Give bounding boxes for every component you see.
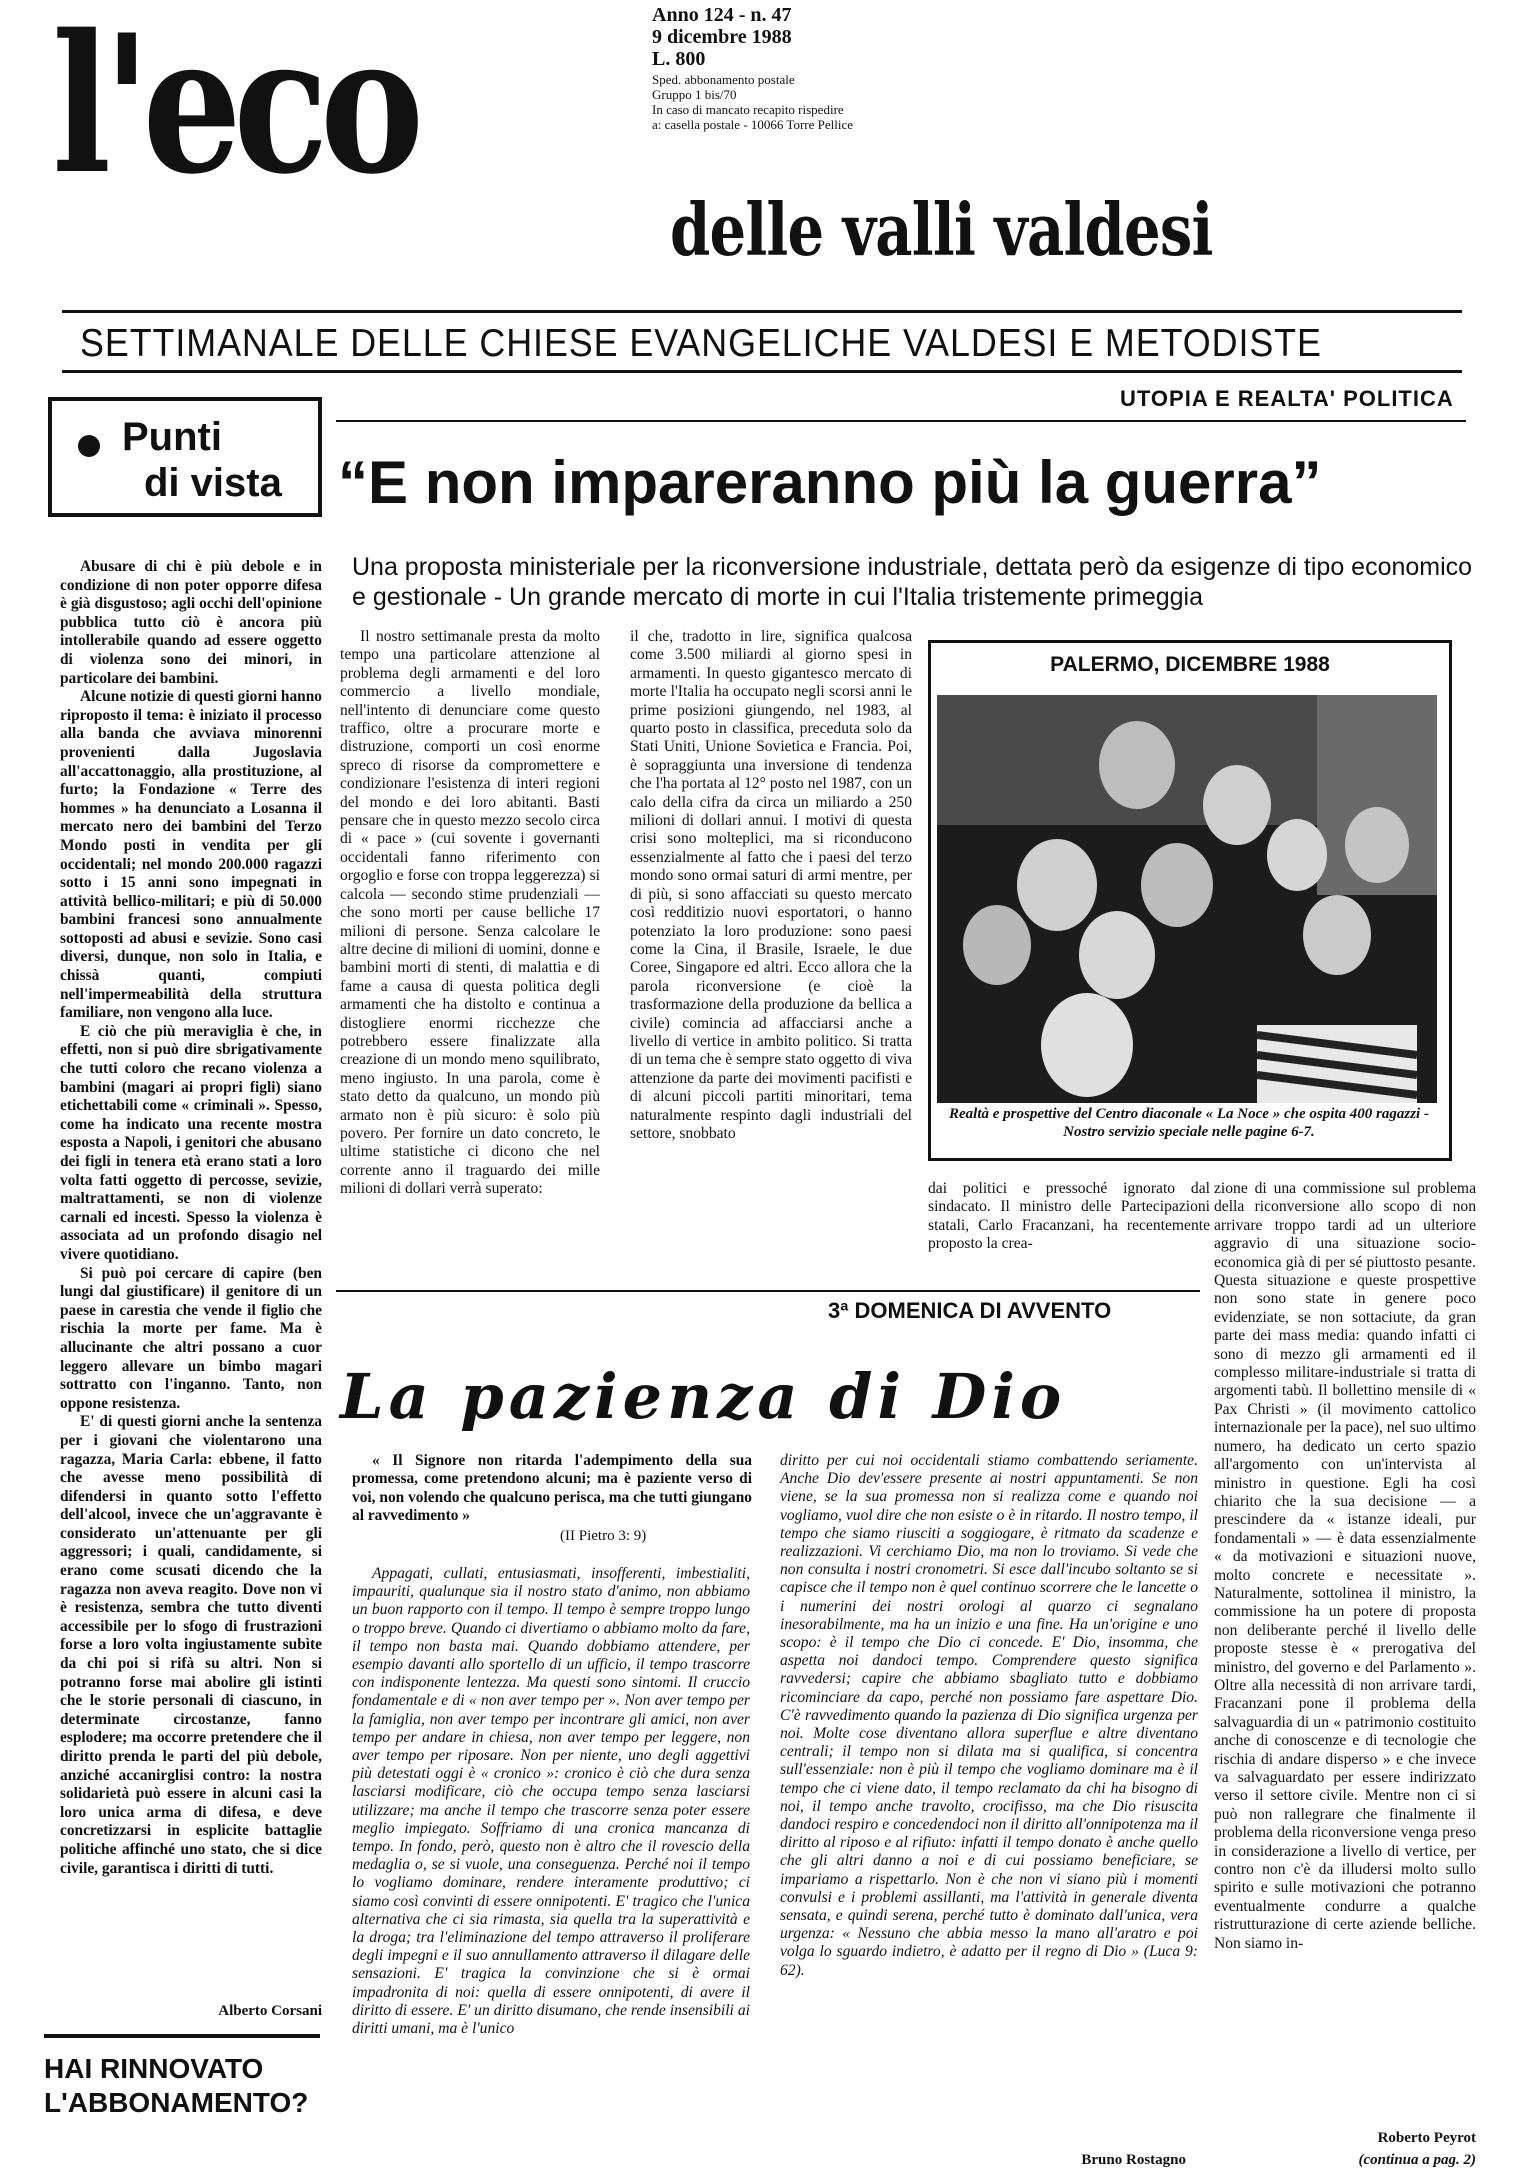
issue-info (652, 4, 1072, 132)
abbonamento-line-1: HAI RINNOVATO (44, 2053, 264, 2084)
tagline: SETTIMANALE DELLE CHIESE EVANGELICHE VALDESI E METODISTE (80, 322, 1322, 365)
box-line-1: Punti (122, 415, 222, 459)
author-peyrot: Roberto Peyrot (1377, 2130, 1476, 2146)
postal-line: Sped. abbonamento postale (652, 72, 795, 87)
paragraph: il che, tradotto in lire, significa qualcosa come 3.500 miliardi al giorno spesi in armamenti. In questo gigantesco mercato di morte l'Italia ha occupato negli scorsi anni le prime posizioni giungendo, nel 1983, al quarto posto in classifica, preceduta solo da Stati Uniti, Unione Sovietica e Francia. Poi, è sopraggiunta una inversione di tendenza che l'ha portata al 12° posto nel 1987, con un calo della cifra da circa un miliardo a 250 milioni di dollari annui. I motivi di questa crisi sono molteplici, ma si riconducono essenzialmente al fatto che i paesi del terzo mondo sono ormai saturi di armi mentre, per di più, si sono affacciati su questo mercato così redditizio nuovi esportatori, o hanno potenziato la loro produzione: sono paesi come la Cina, il Brasile, Israele, le due Coree, Singapore ed altri. Ecco allora che la parola riconversione (e cioè la trasformazione della produzione da bellica a civile) comincia ad affacciarsi anche a livello di vertice in ambito politico. Si tratta di un tema che è sempre stato oggetto di viva attenzione da parte dei movimenti pacifisti e di alcuni piccoli partiti minoritari, tema naturalmente respinto dagli industriali del settore, snobbato (630, 628, 912, 1142)
lead-kicker: UTOPIA E REALTA' POLITICA (1120, 386, 1454, 411)
epigraph-text: « Il Signore non ritarda l'adempimento della sua promessa, come pretendono alcuni; ma è paziente verso di voi, non volendo che qualcuno perisca, ma che tutti giungano al ravvedimento » (352, 1452, 752, 1525)
bullet-icon (78, 435, 100, 457)
paragraph: E ciò che più meraviglia è che, in effetti, non si può dire sbrigativamente che tutti coloro che recano violenza a bambini (magari ai propri figli) siano etichettabili come « criminali ». Spesso, come ha indicato una recente mostra esposta a Napoli, i genitori che abusano dei figli in tenera età erano stati a loro volta fatti oggetto di percosse, sevizie, maltrattamenti, se non di violenze carnali ed incesti. Spesso la violenza è associata ad un profondo disagio nel vivere quotidiano. (60, 1022, 322, 1263)
author-corsani: Alberto Corsani (218, 2003, 322, 2019)
advent-column-2 (780, 1452, 1198, 1980)
paragraph: zione di una commissione sul problema della riconversione allo scopo di non arrivare troppo tardi ad un ulteriore aggravio di una situazione socio-economica già di per sé piuttosto pesante. Questa situazione e queste prospettive non sono state in genere poco evidenziate, se non sottaciute, da gran parte dei mass media: quando infatti ci sono di mezzo gli armamenti ed il complesso militare-industriale si tratta di argomenti tabù. Il bollettino mensile di « Pax Christi » (il movimento cattolico internazionale per la pace), nel suo ultimo numero, ha dedicato un certo spazio all'argomento con un'intervista al ministro in questione. Egli ha così chiarito che la sua decisione — a prescindere da « istanze ideali, pur fondamentali » — è data essenzialmente « da motivazioni e situazioni nuove, molto concrete e necessitate ». Naturalmente, sottolinea il ministro, la commissione ha un potere di proposta non deliberante perché il livello delle proposte stesse è « prerogativa del ministro, del governo e del Parlamento ». Oltre alla necessità di non arrivare tardi, Fracanzani pone il problema della salvaguardia di un « patrimonio costituito anche di conoscenze e di tecnologie che rischia di andare disperso » e che invece va salvaguardato per essere indirizzato verso il settore civile. Mentre non ci si può non rallegrare che finalmente il problema della riconversione venga preso in considerazione a livello di vertice, per contro non c'è da illudersi molto sullo spirito e sulle motivazioni che potranno eventualmente condurre a qualche ristrutturazione di certe aziende belliche. Non siamo in- (1214, 1180, 1476, 1952)
advent-column-1 (352, 1565, 750, 2038)
paragraph: Il nostro settimanale presta da molto tempo una particolare attenzione al problema degli armamenti e del loro commercio a livello mondiale, nell'intento di denunciare come questo traffico, oltre a procurare morte e distruzione, comporti un così enorme spreco di risorse da compromettere e condizionare l'esistenza di interi regioni del mondo e dei loro abitanti. Basti pensare che in questo mezzo secolo circa di « pace » (cui sovente i governanti occidentali fanno riferimento con orgoglio e forse con troppa leggerezza) si calcola — secondo stime prudenziali — che sono morti per cause belliche 17 milioni di persone. Senza calcolare le altre decine di milioni di uomini, donne e bambini morti di stenti, di malattia e di fame a causa di questa politica degli armamenti che ha distolto e continua a distogliere enormi ricchezze che potrebbero essere finalizzate alla creazione di un mondo meno squilibrato, meno ingiusto. In una parola, come è stato detto da qualcuno, un mondo più armato non è più sicuro: è solo più povero. Per fornire un dato concreto, le ultime statistiche ci dicono che nel corrente anno il traguardo dei mille milioni di dollari verrà superato: (340, 628, 600, 1198)
photo-box (928, 640, 1452, 1161)
advent-title: La pazienza di Dio (340, 1360, 1067, 1433)
masthead-rule (62, 310, 1462, 313)
lead-deck: Una proposta ministeriale per la riconversione industriale, dettata però da esigenze di tipo economico e gestionale - Un grande mercato di morte in cui l'Italia tristemente primeggia (352, 553, 1473, 611)
paragraph: Abusare di chi è più debole e in condizione di non poter opporre difesa è già disgustoso; agli occhi dell'opinione pubblica tutto ciò è ancora più intollerabile quando ad essere oggetto di violenza sono dei minori, in particolare dei bambini. (60, 558, 322, 687)
box-line-2: di vista (144, 461, 282, 505)
author-rostagno: Bruno Rostagno (1081, 2152, 1186, 2168)
advent-kicker: 3ª DOMENICA DI AVVENTO (828, 1298, 1112, 1323)
postal-line: Gruppo 1 bis/70 (652, 87, 737, 102)
issue-number: Anno 124 - n. 47 (652, 4, 792, 26)
issue-price: L. 800 (652, 48, 706, 70)
paragraph: Appagati, cullati, entusiasmati, insofferenti, imbestialiti, impauriti, qualunque sia il nostro stato d'animo, non abbiamo un buon rapporto con il tempo. Il tempo è sempre troppo lungo o troppo breve. Quando ci divertiamo o abbiamo molto da fare, il tempo non basta mai. Quando dobbiamo attendere, per esempio davanti allo sportello di un ufficio, il tempo trascorre con indisponente lentezza. Ma questi sono sintomi. Il cruccio fondamentale e di « non aver tempo per ». Non aver tempo per la famiglia, non aver tempo per incontrare gli amici, non aver tempo per andare in chiesa, non aver tempo per leggere, non aver tempo per riposare. Non per niente, uno degli aggettivi più detestati oggi è « cronico »: cronico è ciò che dura senza lasciarsi modificare, ciò che occupa tempo senza lasciarsi utilizzare; ma anche il tempo che trascorre senza poter essere meglio impiegato. Soffriamo di una cronica mancanza di tempo. In fondo, però, questo non è altro che il rovescio della medaglia o, se si vuole, una conseguenza. Perché noi il tempo lo vogliamo dominare, rendere interamente produttivo; ci siamo così convinti di essere onnipotenti. E' tragico che l'unica alternativa che ci sia rimasta, sia quella tra la superattività e la droga; tra l'eliminazione del tempo attraverso il proliferare degli impegni e il suo annullamento attraverso il dilagare delle sensazioni. E' tragica la convinzione che si è ormai impadronita di noi: quella di essere onnipotenti, di avere il diritto di essere. E' un diritto disumano, che rende insensibili ai diritti umani, ma è l'unico (352, 1565, 750, 2038)
postal-line: a: casella postale - 10066 Torre Pellice (652, 117, 853, 132)
children-photo-image (937, 695, 1437, 1103)
punti-column (60, 558, 322, 1878)
abbonamento-promo (44, 2052, 308, 2120)
tagline-rule (62, 370, 1462, 373)
photo-caption: Realtà e prospettive del Centro diaconale « La Noce » che ospita 400 ragazzi - Nostro servizio speciale nelle pagine 6-7. (949, 1106, 1429, 1140)
paragraph: Si può poi cercare di capire (ben lungi dal giustificare) il genitore di un paese in carestia che vende il figlio che rischia la morte per fame. Ma è allucinante che altri possano a cuor leggero allevare un bimbo magari sottratto con l'inganno. Tanto, non oppone resistenza. (60, 1264, 322, 1412)
children-photo (937, 695, 1437, 1103)
issue-date: 9 dicembre 1988 (652, 26, 792, 48)
lead-column-3 (928, 1180, 1210, 1254)
paragraph: Alcune notizie di questi giorni hanno riproposto il tema: è iniziato il processo alla banda che avviava minorenni provenienti dalla Jugoslavia all'accattonaggio, alla prostituzione, al furto; la Fondazione « Terre des hommes » ha denunciato a Losanna il mercato nero dei bambini del Terzo Mondo posti in vendita per gli occidentali; nel mondo 200.000 ragazzi sotto i 15 anni sono impegnati in attività bellico-militari; e più di 50.000 bambini francesi sono annualmente sottoposti ad abusi e sevizie. Sono casi diversi, dunque, non solo in Italia, e chissà quanti, compiuti nell'impermeabilità della struttura familiare, non vengono alla luce. (60, 688, 322, 1022)
paragraph: E' di questi giorni anche la sentenza per i giovani che violentarono una ragazza, Maria Carla: ebbene, il fatto che avesse meno possibilità di difendersi in quanto sotto l'effetto dell'alcool, invece che un'aggravante è considerato un'attenuante per gli aggressori; i quali, candidamente, si erano come scusati dicendo che la ragazza non aveva reagito. Dove non vi è resistenza, sembra che tutto diventi accessibile per lo sfogo di frustrazioni forse a loro volta ingiustamente subìte da chi poi si rifà su altri. Non si potranno forse mai abolire gli istinti che le storie personali di ciascuno, in determinate circostanze, fanno esplodere; ma occorre pretendere che il diritto prenda le parti del più debole, anziché accanirglisi contro: la nostra solidarietà può essere in alcuni casi la loro unica arma di difesa, e deve concretizzarsi in esplicite battaglie politiche affinché uno stato, che si dice civile, garantisca i diritti di tutti. (60, 1413, 322, 1877)
paragraph: diritto per cui noi occidentali stiamo combattendo seriamente. Anche Dio dev'essere presente ai nostri appuntamenti. Se non viene, se la sua promessa non si realizza come e quando noi vogliamo, vuol dire che non esiste o è in ritardo. Il nostro tempo, il tempo che siamo riusciti a soggiogare, è ritmato da scadenze e realizzazioni. Vi cerchiamo Dio, ma non lo troviamo. Si vede che non consulta i nostri cronometri. Si esce dall'incubo soltanto se si capisce che il tempo non è quel continuo scorrere che le lancette o i numerini dei nostri orologi al quarzo ci segnalano inesorabilmente, ma ha un inizio e una fine. Ha un'origine e uno scopo: è il tempo che Dio ci concede. E' Dio, insomma, che aspetta noi dandoci tempo. Comprendere questo significa ravvedersi; capire che abbiamo sbagliato tutto e dobbiamo ricominciare da capo, perché non possiamo fare aspettare Dio. C'è ravvedimento quando la pazienza di Dio significa urgenza per noi. Molte cose diventano allora superflue e altre diventano centrali; il tempo non si dilata ma si qualifica, si concentra sull'essenziale: non è più il tempo che vogliamo dominare ma è il tempo che ci viene dato, il tempo reclamato da chi ha bisogno di noi, il tempo anche travolto, crocifisso, ma che Dio risuscita dandoci respiro e concedendoci non il diritto all'onnipotenza ma il diritto al riposo e al rifiuto: infatti il tempo donato è anche quello che gli altri danno a noi e di cui possiamo beneficiare, se impariamo a rispettarlo. Non è che non vi siano più i momenti convulsi e i problemi assillanti, ma l'attività in generale diventa sensata, e quindi serena, perché tutto è dominato dall'unica, vera urgenza: « Nessuno che abbia messo la mano all'aratro e poi volga lo sguardo indietro, è adatto per il regno di Dio » (Luca 9: 62). (780, 1452, 1198, 1979)
lead-column-1 (340, 628, 600, 1199)
continua-note: (continua a pag. 2) (1358, 2152, 1476, 2168)
postal-line: In caso di mancato recapito rispedire (652, 102, 844, 117)
kicker-rule (336, 420, 1466, 422)
photo-title: PALERMO, DICEMBRE 1988 (1050, 653, 1330, 676)
lead-column-2 (630, 628, 912, 1143)
masthead-logo: l'eco (52, 0, 416, 216)
epigraph-reference: (II Pietro 3: 9) (560, 1528, 647, 1544)
lead-headline: “E non impareranno più la guerra” (338, 449, 1322, 516)
paragraph: dai politici e pressoché ignorato dal sindacato. Il ministro delle Partecipazioni statali, Carlo Fracanzani, ha recentemente proposto la crea- (928, 1180, 1210, 1253)
punti-di-vista-box (48, 397, 322, 517)
advent-rule (336, 1290, 1200, 1292)
lead-column-4 (1214, 1180, 1476, 1953)
abbonamento-line-2: L'ABBONAMENTO? (44, 2087, 309, 2118)
abbonamento-rule (44, 2034, 320, 2038)
masthead-title: delle valli valdesi (670, 187, 1213, 272)
epigraph (352, 1452, 752, 1526)
